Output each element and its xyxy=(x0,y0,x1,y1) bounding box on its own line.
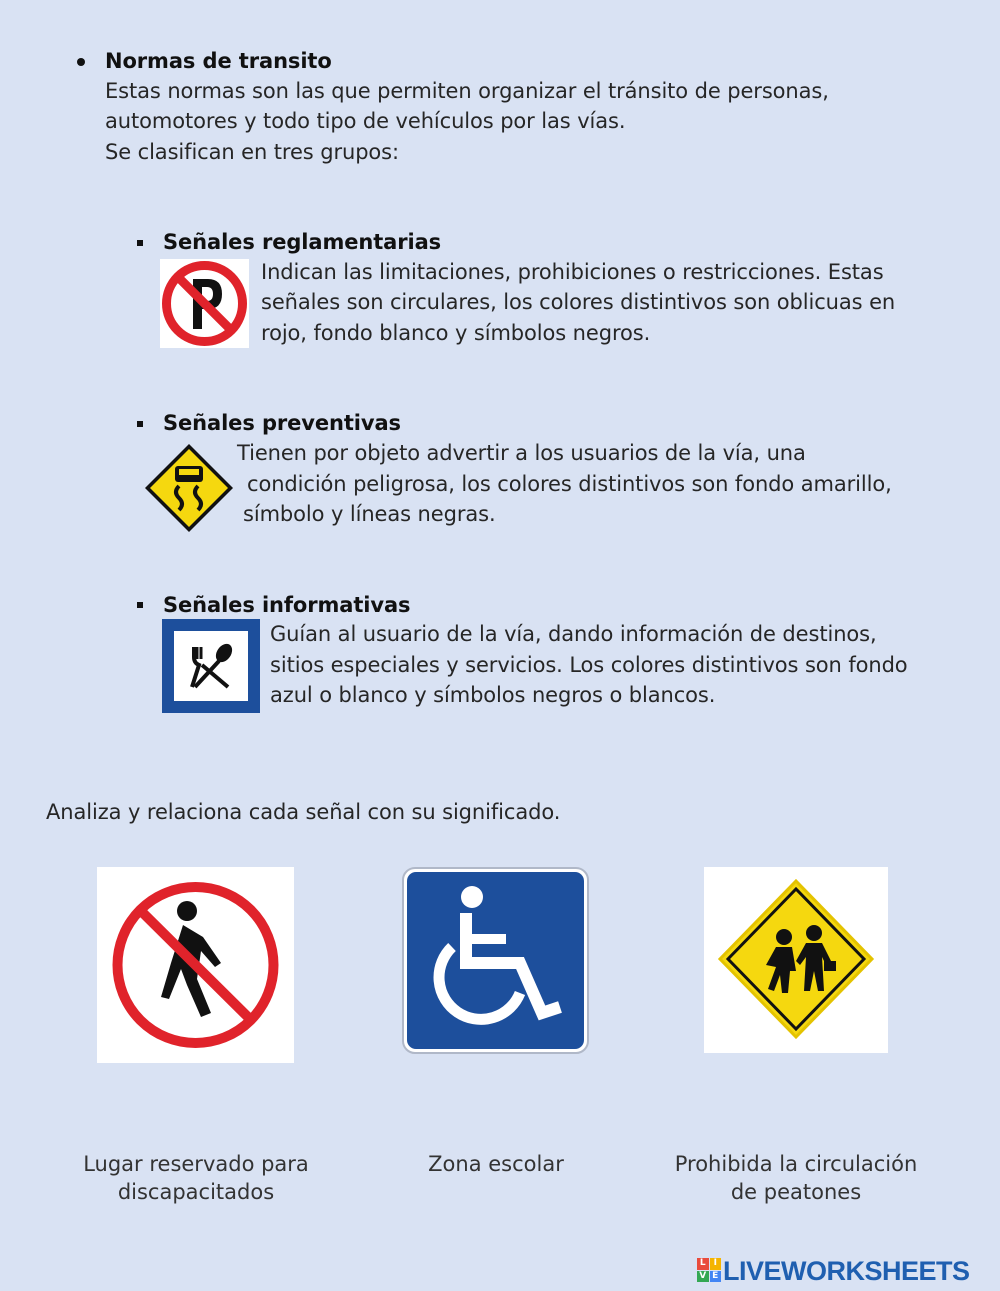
no-pedestrians-sign-icon[interactable] xyxy=(97,867,294,1063)
group-text-line: símbolo y líneas negras. xyxy=(243,502,496,526)
restaurant-sign-icon xyxy=(162,619,260,713)
caption-line: de peatones xyxy=(730,1180,862,1204)
group-text-line: sitios especiales y servicios. Los colores distintivos son fondo xyxy=(270,653,908,677)
intro-line: automotores y todo tipo de vehículos por las vías. xyxy=(105,109,626,133)
section-heading: Normas de transito xyxy=(105,49,332,73)
wheelchair-sign-icon[interactable] xyxy=(402,867,589,1054)
intro-line: Se clasifican en tres grupos: xyxy=(105,140,399,164)
group-text-line: condición peligrosa, los colores distintivos son fondo amarillo, xyxy=(247,472,892,496)
school-zone-sign-icon[interactable] xyxy=(704,867,888,1053)
group-text-line: Tienen por objeto advertir a los usuarios de la vía, una xyxy=(237,441,806,465)
group-text-line: Guían al usuario de la vía, dando información de destinos, xyxy=(270,622,877,646)
slippery-road-sign-icon xyxy=(143,442,235,534)
caption-line: discapacitados xyxy=(117,1180,275,1204)
group-text-line: Indican las limitaciones, prohibiciones o restricciones. Estas xyxy=(261,260,884,284)
bullet-icon xyxy=(77,58,85,66)
group-text-line: rojo, fondo blanco y símbolos negros. xyxy=(261,321,651,345)
group-text-line: azul o blanco y símbolos negros o blancos. xyxy=(270,683,716,707)
caption xyxy=(646,1150,946,1206)
logo-badge-icon: L I V E xyxy=(697,1258,721,1282)
no-parking-sign-icon xyxy=(160,259,249,348)
liveworksheets-logo xyxy=(697,1256,995,1286)
bullet-icon xyxy=(137,602,143,608)
caption-line: Prohibida la circulación xyxy=(674,1152,918,1176)
group-title: Señales reglamentarias xyxy=(163,230,442,254)
intro-line: Estas normas son las que permiten organizar el tránsito de personas, xyxy=(105,79,829,103)
exercise-instruction: Analiza y relaciona cada señal con su significado. xyxy=(46,800,561,824)
caption xyxy=(46,1150,346,1206)
brand-name: LIVEWORKSHEETS xyxy=(723,1256,970,1286)
caption-line: Lugar reservado para xyxy=(83,1152,309,1176)
group-text-line: señales son circulares, los colores distintivos son oblicuas en xyxy=(261,290,896,314)
caption-line: Zona escolar xyxy=(428,1152,564,1176)
bullet-icon xyxy=(137,421,143,427)
bullet-icon xyxy=(137,240,143,246)
group-title: Señales informativas xyxy=(163,593,411,617)
caption xyxy=(346,1150,646,1178)
group-title: Señales preventivas xyxy=(163,411,401,435)
